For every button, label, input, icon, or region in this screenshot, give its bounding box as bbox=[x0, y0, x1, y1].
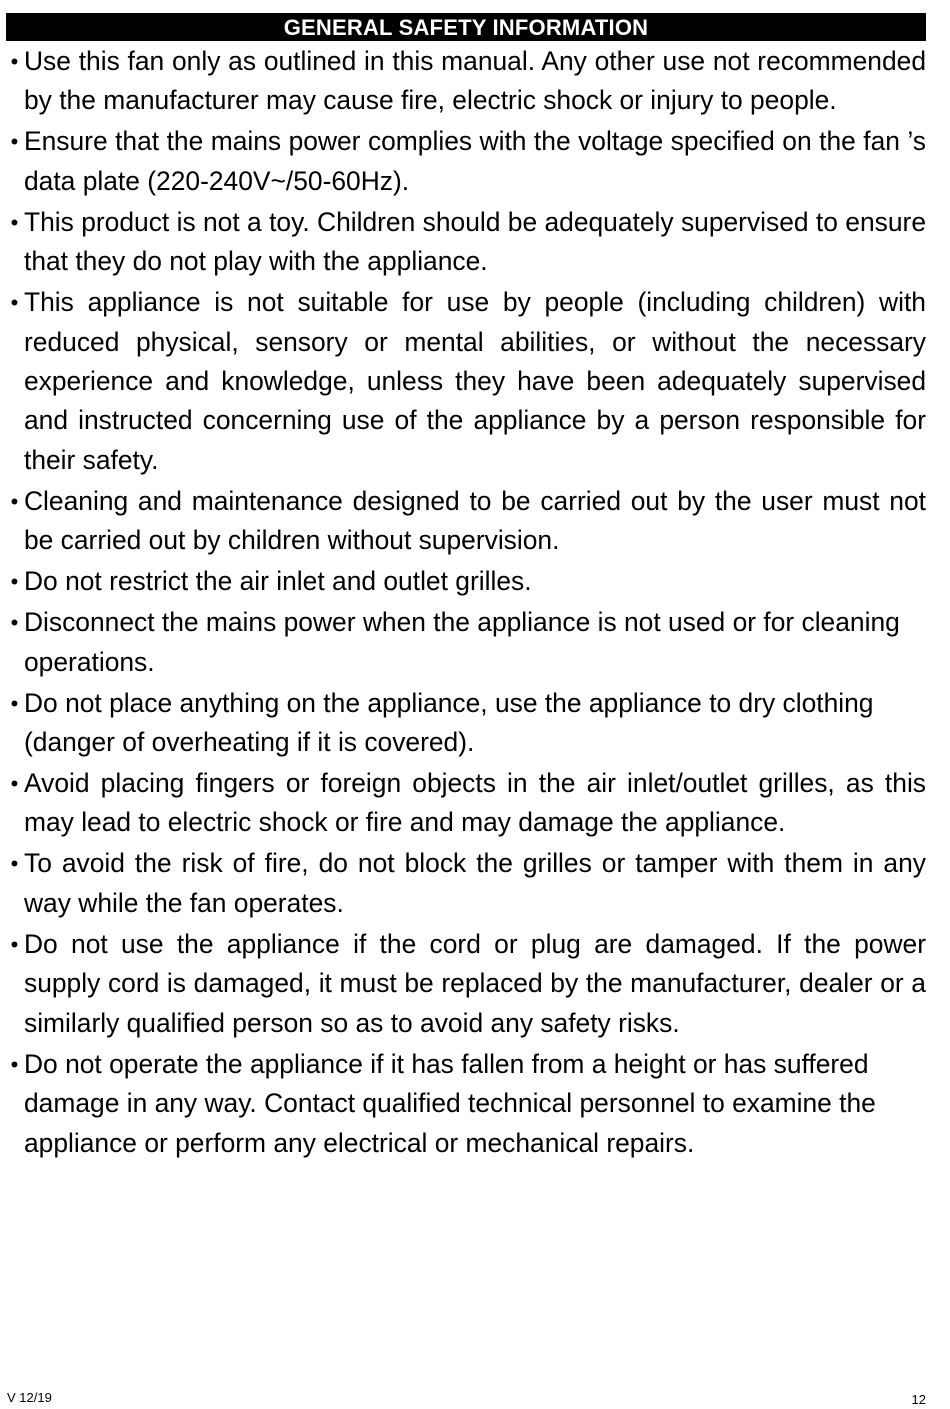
bullet-icon: • bbox=[10, 488, 19, 514]
bullet-text: Avoid placing fingers or foreign objects in the air inlet/outlet grilles, as this may lead to electric shock or fire and may damage the appliance. bbox=[24, 768, 926, 838]
bullet-text: Do not restrict the air inlet and outlet grilles. bbox=[24, 566, 532, 597]
bullet-icon: • bbox=[10, 129, 19, 155]
bullet-icon: • bbox=[10, 290, 19, 316]
bullet-text: Do not place anything on the appliance, use the appliance to dry clothing (danger of overheating if it is covered). bbox=[24, 687, 874, 758]
bullet-text: This product is not a toy. Children should be adequately supervised to ensure that they do not play with the appliance. bbox=[24, 206, 926, 277]
bullet-text: This appliance is not suitable for use by people (including children) with reduced physical, sensory or mental abilities, or without the necessary experience and knowledge, unless they have been adequately supervised and instructed concerning use of the appliance by a person responsible for their safety. bbox=[24, 287, 926, 475]
safety-bullet-item bbox=[6, 844, 926, 923]
safety-bullet-item bbox=[6, 764, 926, 843]
bullet-text: Do not use the appliance if the cord or plug are damaged. If the power supply cord is damaged, it must be replaced by the manufacturer, dealer or a similarly qualified person so as to avoid any safety risks. bbox=[24, 928, 926, 1038]
safety-bullet-item bbox=[6, 203, 926, 282]
bullet-text: Cleaning and maintenance designed to be carried out by the user must not be carried out by children without supervision. bbox=[24, 485, 926, 556]
bullet-icon: • bbox=[10, 771, 19, 797]
safety-bullet-item bbox=[6, 283, 926, 480]
safety-bullet-list bbox=[6, 42, 926, 1163]
safety-bullet-item bbox=[6, 1045, 926, 1163]
manual-page bbox=[6, 13, 926, 1165]
bullet-icon: • bbox=[10, 1051, 19, 1077]
bullet-text: Ensure that the mains power complies with the voltage specified on the fan ’s data plate (220-240V~/50-60Hz). bbox=[24, 126, 926, 196]
version-label: V 12/19 bbox=[7, 1390, 52, 1405]
safety-bullet-item bbox=[6, 562, 926, 601]
bullet-icon: • bbox=[10, 931, 19, 957]
bullet-text: Use this fan only as outlined in this manual. Any other use not recommended by the manufacturer may cause fire, electric shock or injury to people. bbox=[24, 46, 926, 116]
safety-bullet-item bbox=[6, 122, 926, 201]
safety-bullet-item bbox=[6, 684, 926, 763]
bullet-text: Do not operate the appliance if it has fallen from a height or has suffered damage in any way. Contact qualified technical personnel to examine the appliance or perform any electrical or mechanical repairs. bbox=[24, 1048, 876, 1158]
bullet-icon: • bbox=[10, 569, 19, 595]
safety-bullet-item bbox=[6, 925, 926, 1043]
page-number: 12 bbox=[911, 1392, 926, 1407]
safety-bullet-item bbox=[6, 603, 926, 682]
bullet-text: Disconnect the mains power when the appliance is not used or for cleaning operations. bbox=[24, 607, 900, 677]
bullet-icon: • bbox=[10, 209, 19, 235]
bullet-text: To avoid the risk of fire, do not block the grilles or tamper with them in any way while the fan operates. bbox=[24, 848, 926, 918]
bullet-icon: • bbox=[10, 690, 19, 716]
section-title: GENERAL SAFETY INFORMATION bbox=[6, 13, 926, 41]
bullet-icon: • bbox=[10, 49, 19, 74]
bullet-icon: • bbox=[10, 851, 19, 877]
safety-bullet-item bbox=[6, 482, 926, 561]
bullet-icon: • bbox=[10, 610, 19, 636]
safety-bullet-item bbox=[6, 42, 926, 121]
